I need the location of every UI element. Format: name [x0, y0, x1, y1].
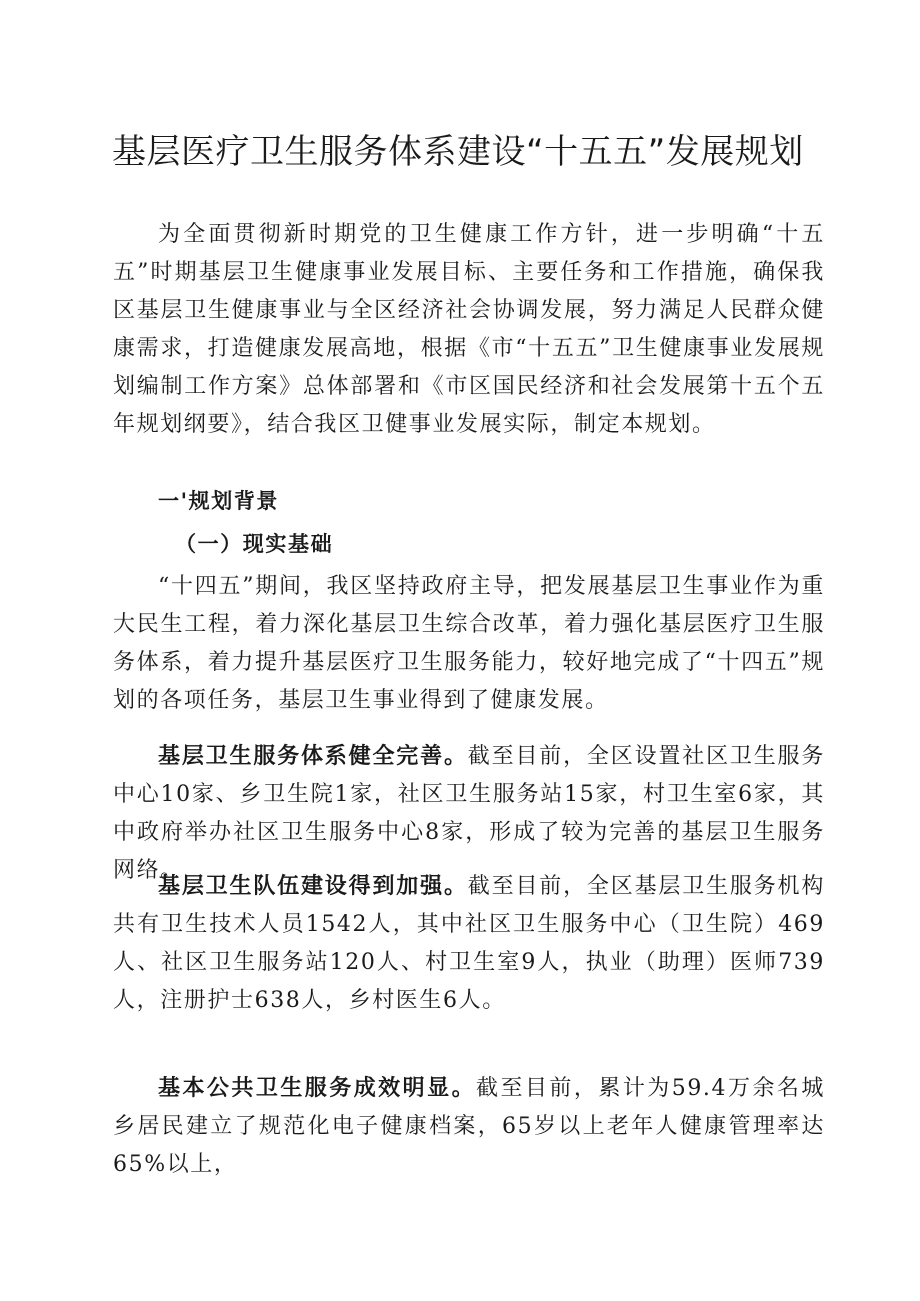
section-heading-background: 一'规划背景	[158, 489, 280, 513]
paragraph-review: “十四五”期间，我区坚持政府主导，把发展基层卫生事业作为重大民生工程，着力深化基层卫生综合改革，着力强化基层医疗卫生服务体系，着力提升基层医疗卫生服务能力，较好地完成了“十四五”规划的各项任务，基层卫生事业得到了健康发展。	[113, 574, 825, 713]
paragraph-body: 截至目前，全区基层卫生服务机构共有卫生技术人员1542人，其中社区卫生服务中心（卫生院）469人、社区卫生服务站120人、村卫生室9人，执业（助理）医师739人，注册护士638人，乡村医生6人。	[113, 874, 825, 1013]
paragraph-lead: 基本公共卫生服务成效明显。	[158, 1076, 477, 1101]
paragraph-lead: 基层卫生服务体系健全完善。	[158, 744, 468, 769]
document-title: 基层医疗卫生服务体系建设“十五五”发展规划	[112, 132, 804, 172]
paragraph-body: 截至目前，全区设置社区卫生服务中心10家、乡卫生院1家，社区卫生服务站15家，村卫生室6家，其中政府举办社区卫生服务中心8家，形成了较为完善的基层卫生服务网络。	[113, 744, 825, 883]
paragraph-workforce	[113, 868, 825, 1020]
paragraph-public-health	[113, 1070, 825, 1184]
paragraph-body: 截至目前，累计为59.4万余名城乡居民建立了规范化电子健康档案，65岁以上老年人健康管理率达65%以上，	[113, 1076, 825, 1177]
subsection-heading-basis: （一）现实基础	[175, 531, 334, 556]
intro-paragraph: 为全面贯彻新时期党的卫生健康工作方针，进一步明确“十五五”时期基层卫生健康事业发展目标、主要任务和工作措施，确保我区基层卫生健康事业与全区经济社会协调发展，努力满足人民群众健康需求，打造健康发展高地，根据《市“十五五”卫生健康事业发展规划编制工作方案》总体部署和《市区国民经济和社会发展第十五个五年规划纲要》，结合我区卫健事业发展实际，制定本规划。	[113, 222, 825, 437]
paragraph-lead: 基层卫生队伍建设得到加强。	[158, 874, 468, 899]
